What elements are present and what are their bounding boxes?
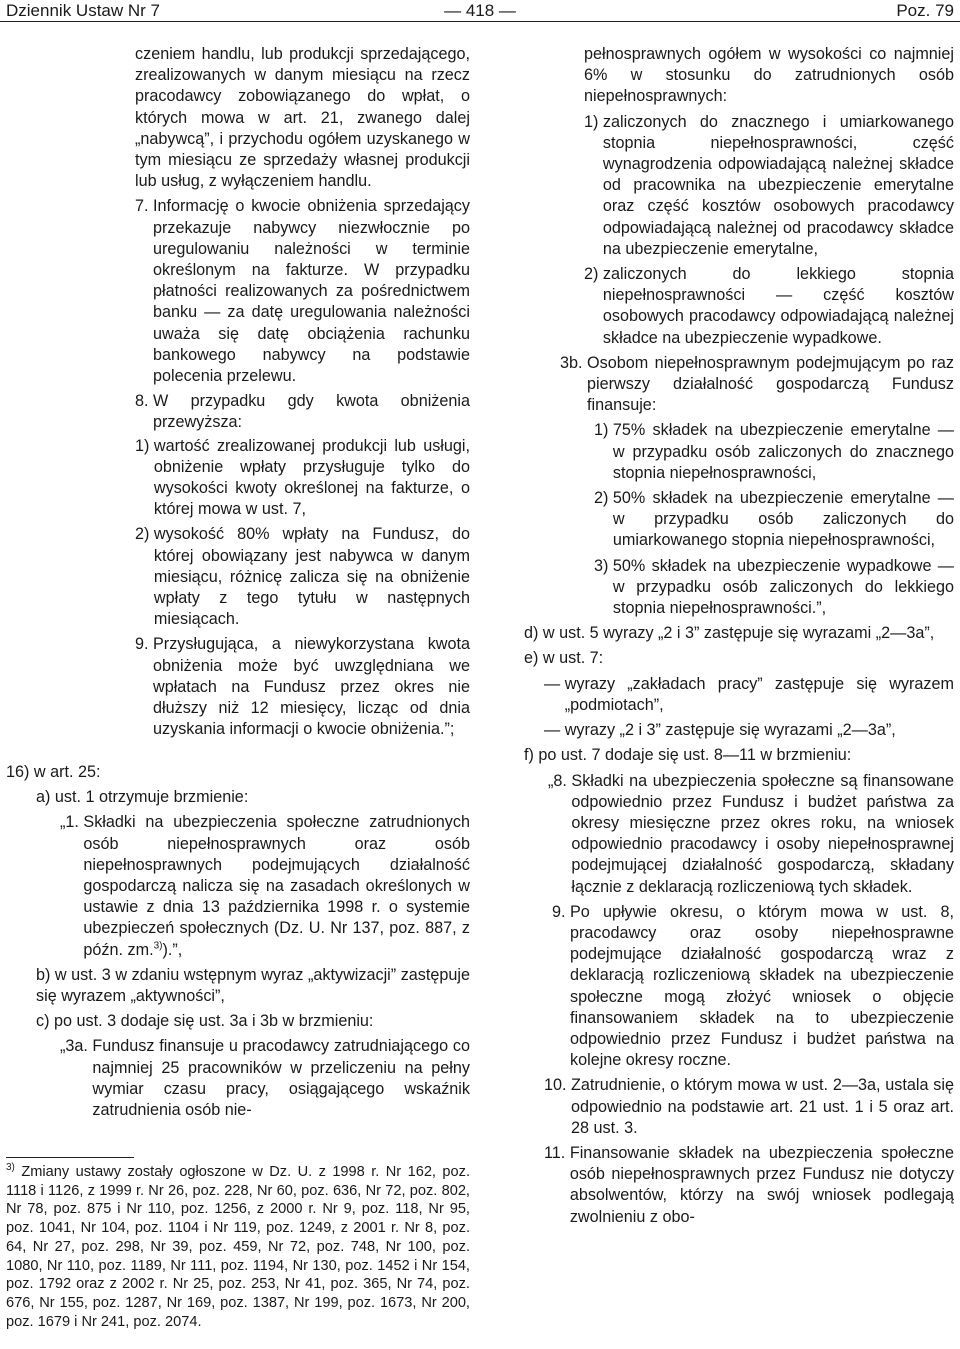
paragraph-text: Zatrudnienie, o którym mowa w ust. 2—3a, ustala się odpowiednio na podstawie art. 21 ust. 1 i 5 oraz art. 28 ust. 3. [571,1076,954,1137]
point-number: 1) [594,421,613,440]
point-text: wartość zrealizowanej produkcji lub usługi, obniżenie wpłaty przysługuje tylko do wysokości kwoty określonej na fakturze, o której mowa w ust. 7, [153,436,470,519]
point-text: wysokość 80% wpłaty na Fundusz, do której obowiązany jest nabywca w danym miesiącu, różnicę zalicza się na obniżenie wpłaty z tego tytułu w następnych miesiącach. [153,525,470,629]
continued-paragraph: czeniem handlu, lub produkcji sprzedającego, zrealizowanych w danym miesiącu na rzecz pracodawcy zobowiązanego do wpłat, o których mowa w art. 21, zwanego dalej „nabywcą”, i przychodu ogółem uzyskanego w tym miesiącu ze sprzedaży własnej produkcji lub usług, z wyłączeniem handlu. [135,45,470,191]
footnote-text: $^{3)}$ Zmiany ustawy zostały ogłoszone w Dz. U. z 1998 r. Nr 162, poz. 1118 i 1126, z 1999 r. Nr 26, poz. 228, Nr 60, poz. 636, Nr 72, poz. 802, Nr 78, poz. 875 i Nr 110, poz. 1256, z 2000 r. Nr 9, poz. 118, Nr 95, poz. 1041, Nr 104, poz. 1104 i Nr 119, poz. 1249, z 2001 r. Nr 8, poz. 64, Nr 27, poz. 298, Nr 39, poz. 459, Nr 72, poz. 748, Nr 100, poz. 1080, Nr 110, poz. 1189, Nr 111, poz. 1194, Nr 130, poz. 1452 i Nr 154, poz. 1792 oraz z 2002 r. Nr 25, poz. 253, Nr 41, poz. 365, Nr 74, poz. 676, Nr 155, poz. 1287, Nr 169, poz. 1387, Nr 199, poz. 1673, Nr 200, poz. 1679 i Nr 241, poz. 2074. [6,1162,470,1330]
point-2 [524,264,954,349]
paragraph-9-new [524,902,954,1072]
footnote-rule [6,1157,134,1158]
quote-text: Fundusz finansuje u pracodawcy zatrudniającego co najmniej 25 pracowników w przeliczeniu na pełny wymiar czasu pracy, osiągającego wskaźnik zatrudnienia osób nie- [92,1037,470,1120]
quote-number: „1. [60,813,84,832]
item-letter: f) [524,746,539,765]
item-c-quote-3a [6,1036,470,1121]
paragraph-number: 7. [135,197,153,216]
page-header [0,0,960,20]
journal-title: Dziennik Ustaw Nr 7 [6,1,160,20]
item-e-dash-2 [524,720,954,741]
item-d [524,623,954,644]
item-c-label: c) po ust. 3 dodaje się ust. 3a i 3b w brzmieniu: [36,1012,374,1031]
page-number: — 418 — [444,1,516,20]
left-block [6,762,470,1125]
paragraph-text: Osobom niepełnosprawnym podejmującym po raz pierwszy działalność gospodarczą Fundusz finansuje: [587,353,954,415]
footnote [6,1163,470,1331]
paragraph-3b [524,353,954,417]
paragraph-10-new [524,1075,954,1139]
footnote-ref: 3) [153,940,163,952]
point-text: zaliczonych do lekkiego stopnia niepełnosprawności — część kosztów osobowych pracodawcy odpowiadającą należnej składce na ubezpieczenie wypadkowe. [602,265,954,347]
right-column [524,44,954,1232]
middle-column [135,44,470,745]
paragraph-3b-point-1 [524,420,954,484]
paragraph-7 [135,196,470,387]
point-number: 2) [584,265,603,284]
item-f [524,745,954,766]
paragraph-number: 11. [544,1143,570,1162]
point-text: 50% składek na ubezpieczenie wypadkowe — w przypadku osób zaliczonych do lekkiego stopnia niepełnosprawności.”, [612,556,954,618]
paragraph-text: Składki na ubezpieczenia społeczne są finansowane odpowiednio przez Fundusz i budżet państwa za okresy miesięczne przez okres roku, na wniosek odpowiednio pracodawcy i osoby niepełnosprawnej podejmującej działalność gospodarczą, składany łącznie z deklaracją rozliczeniową tych składek. [571,771,954,896]
paragraph-8 [135,391,470,433]
point-number: 1) [584,112,603,131]
item-text: w ust. 7: [542,649,604,668]
paragraph-number: 9. [552,902,570,921]
point-text: 50% składek na ubezpieczenie emerytalne — w przypadku osób zaliczonych do umiarkowanego stopnia niepełnosprawności, [612,489,954,550]
item-letter: e) [524,649,543,668]
footnote-number: 3) [6,1162,15,1174]
point-number: 3) [594,556,613,575]
item-a-label: a) ust. 1 otrzymuje brzmienie: [36,788,249,807]
item-text: po ust. 7 dodaje się ust. 8—11 w brzmieniu: [538,746,852,765]
point-text: 75% składek na ubezpieczenie emerytalne — w przypadku osób zaliczonych do znacznego stopnia niepełnosprawności, [612,421,954,482]
continued-paragraph: pełnosprawnych ogółem w wysokości co najmniej 6% w stosunku do zatrudnionych osób niepełnosprawnych: [584,45,954,106]
paragraph-8-new [524,771,954,898]
paragraph-text: Informację o kwocie obniżenia sprzedający przekazuje nabywcy niezwłocznie po uregulowaniu należności w terminie określonym na fakturze. W przypadku płatności realizowanych za pośrednictwem banku — za datę uregulowania należności uważa się datę obciążenia rachunku bankowego nabywcy na podstawie polecenia przelewu. [153,197,470,386]
paragraph-number: 8. [135,392,153,411]
paragraph-text: W przypadku gdy kwota obniżenia przewyższa: [153,392,470,432]
dash-marker: — [544,721,565,740]
dash-text: wyrazy „zakładach pracy” zastępuje się wyrazem „podmiotach”, [564,674,954,714]
paragraph-number: 9. [135,635,153,654]
item-16-heading: 16) w art. 25: [6,763,101,781]
dash-marker: — [544,674,565,693]
paragraph-8-point-1 [135,436,470,521]
paragraph-9 [135,634,470,740]
item-e [524,648,954,669]
paragraph-number: 10. [544,1076,572,1095]
quote-text: Składki na ubezpieczenia społeczne zatrudnionych osób niepełnosprawnych oraz osób niepełnosprawnych podejmujących działalność gospodarczą nalicza się na zasadach określonych w ustawie z dnia 13 października 1998 r. o systemie ubezpieczeń społecznych (Dz. U. Nr 137, poz. 887, z późn. zm.$^{3)}$).”, [83,813,470,959]
position-number: Poz. 79 [896,1,954,20]
paragraph-3b-point-2 [524,488,954,552]
item-e-dash-1 [524,674,954,716]
quote-number: „3a. [60,1037,93,1056]
point-1 [524,112,954,260]
paragraph-number: „8. [548,771,572,790]
point-number: 1) [135,436,154,455]
header-rule [0,21,960,22]
item-letter: d) [524,624,543,643]
paragraph-11-new [524,1143,954,1228]
point-number: 2) [135,525,154,544]
paragraph-8-point-2 [135,524,470,630]
paragraph-3b-point-3 [524,556,954,620]
item-b-label: b) w ust. 3 w zdaniu wstępnym wyraz „aktywizacji” zastępuje się wyrazem „aktywności”, [36,965,470,1006]
dash-text: wyrazy „2 i 3” zastępuje się wyrazami „2—3a”, [564,721,896,740]
paragraph-text: Po upływie okresu, o którym mowa w ust. 8, pracodawcy oraz osoby niepełnosprawne podejmujące działalność gospodarczą wraz z deklaracją rozliczeniową składek na ubezpieczenie społeczne mogą złożyć wniosek o objęcie finansowaniem składek na to ubezpieczenie odpowiednio przez Fundusz i budżet państwa na kolejne okresy roczne. [570,902,954,1070]
item-text: w ust. 5 wyrazy „2 i 3” zastępuje się wyrazami „2—3a”, [542,624,935,643]
paragraph-text: Przysługująca, a niewykorzystana kwota obniżenia może być uwzględniana we wpłatach na Fundusz przez okres nie dłuższy niż 12 miesięcy, licząc od dnia uzyskania informacji o kwocie obniżenia.”; [153,635,470,739]
paragraph-number: 3b. [560,353,588,372]
point-number: 2) [594,489,613,508]
point-text: zaliczonych do znacznego i umiarkowanego stopnia niepełnosprawności, część wynagrodzenia odpowiadającą należnej składce od pracownika na ubezpieczenie emerytalne oraz część kosztów osobowych pracodawcy odpowiadającą należnej od pracodawcy składce na ubezpieczenie emerytalne, [602,112,954,258]
paragraph-text: Finansowanie składek na ubezpieczenia społeczne osób niepełnosprawnych przez Fundusz nie dotyczy absolwentów, którzy na swój wniosek podlegają zwolnieniu z obo- [569,1143,954,1226]
item-a-quote [6,812,470,960]
